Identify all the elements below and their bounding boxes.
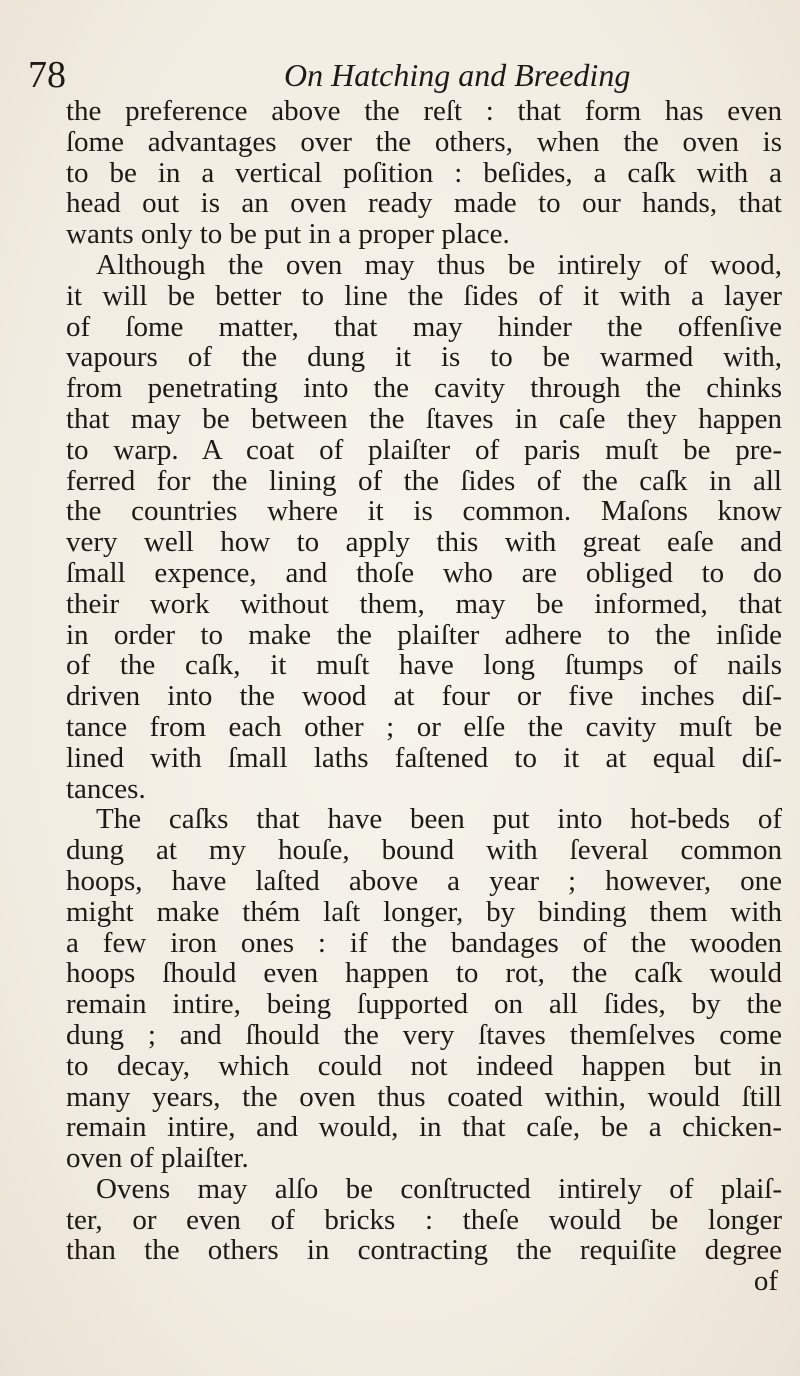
text-line: ſmall expence, and thoſe who are obliged to do (66, 556, 782, 589)
text-line: in order to make the plaiſter adhere to the inſide (66, 618, 782, 651)
text-line: hoops, have laſted above a year ; however, one (66, 864, 782, 897)
text-line: it will be better to line the ſides of it with a layer (66, 279, 782, 312)
body-text (66, 96, 782, 1297)
text-line: of the caſk, it muſt have long ſtumps of nails (66, 649, 782, 682)
text-line: driven into the wood at four or five inches diſ- (66, 680, 782, 713)
text-line: the countries where it is common. Maſons know (66, 495, 782, 528)
text-line: tances. (66, 772, 146, 805)
text-line: that may be between the ſtaves in caſe they happen (66, 402, 782, 435)
text-line: remain intire, and would, in that caſe, be a chicken- (66, 1111, 782, 1144)
text-line: hoops ſhould even happen to rot, the caſk would (66, 957, 782, 990)
text-line: head out is an oven ready made to our hands, that (66, 187, 782, 220)
text-line: of ſome matter, that may hinder the offenſive (66, 310, 782, 343)
text-line: dung at my houſe, bound with ſeveral common (66, 834, 782, 867)
text-line: oven of plaiſter. (66, 1142, 249, 1175)
text-line: from penetrating into the cavity through the chinks (66, 372, 782, 405)
catchword: of (753, 1265, 778, 1298)
text-line: many years, the oven thus coated within, would ſtill (66, 1080, 782, 1113)
paragraph-start-line: Although the oven may thus be intirely of wood, (96, 248, 782, 281)
text-line: the preference above the reſt : that form has even (66, 95, 782, 127)
running-head: On Hatching and Breeding (284, 57, 631, 93)
text-line: dung ; and ſhould the very ſtaves themſelves come (66, 1018, 782, 1051)
paragraph-start-line: Ovens may alſo be conſtructed intirely of plaiſ- (96, 1172, 782, 1205)
text-line: than the others in contracting the requiſite degree (66, 1234, 782, 1267)
text-line: might make thém laſt longer, by binding them with (66, 895, 782, 928)
text-line: to warp. A coat of plaiſter of paris muſt be pre- (66, 433, 782, 466)
text-line: to decay, which could not indeed happen but in (66, 1049, 782, 1082)
text-line: a few iron ones : if the bandages of the wooden (66, 926, 782, 959)
page-header (28, 50, 718, 100)
page-number: 78 (28, 54, 66, 96)
text-line: ſome advantages over the others, when the oven is (66, 125, 782, 158)
text-line: remain intire, being ſupported on all ſides, by the (66, 988, 782, 1021)
text-line: vapours of the dung it is to be warmed with, (66, 341, 782, 374)
paragraph-start-line: The caſks that have been put into hot-beds of (96, 803, 782, 836)
text-line: very well how to apply this with great eaſe and (66, 526, 782, 559)
text-line: tance from each other ; or elſe the cavity muſt be (66, 710, 782, 743)
text-line: their work without them, may be informed, that (66, 587, 782, 620)
text-line: lined with ſmall laths faſtened to it at equal diſ- (66, 741, 782, 774)
text-line: ter, or even of bricks : theſe would be longer (66, 1203, 782, 1236)
text-line: to be in a vertical poſition : beſides, a caſk with a (66, 156, 782, 189)
text-line: wants only to be put in a proper place. (66, 218, 510, 251)
text-line: ferred for the lining of the ſides of the caſk in all (66, 464, 782, 497)
